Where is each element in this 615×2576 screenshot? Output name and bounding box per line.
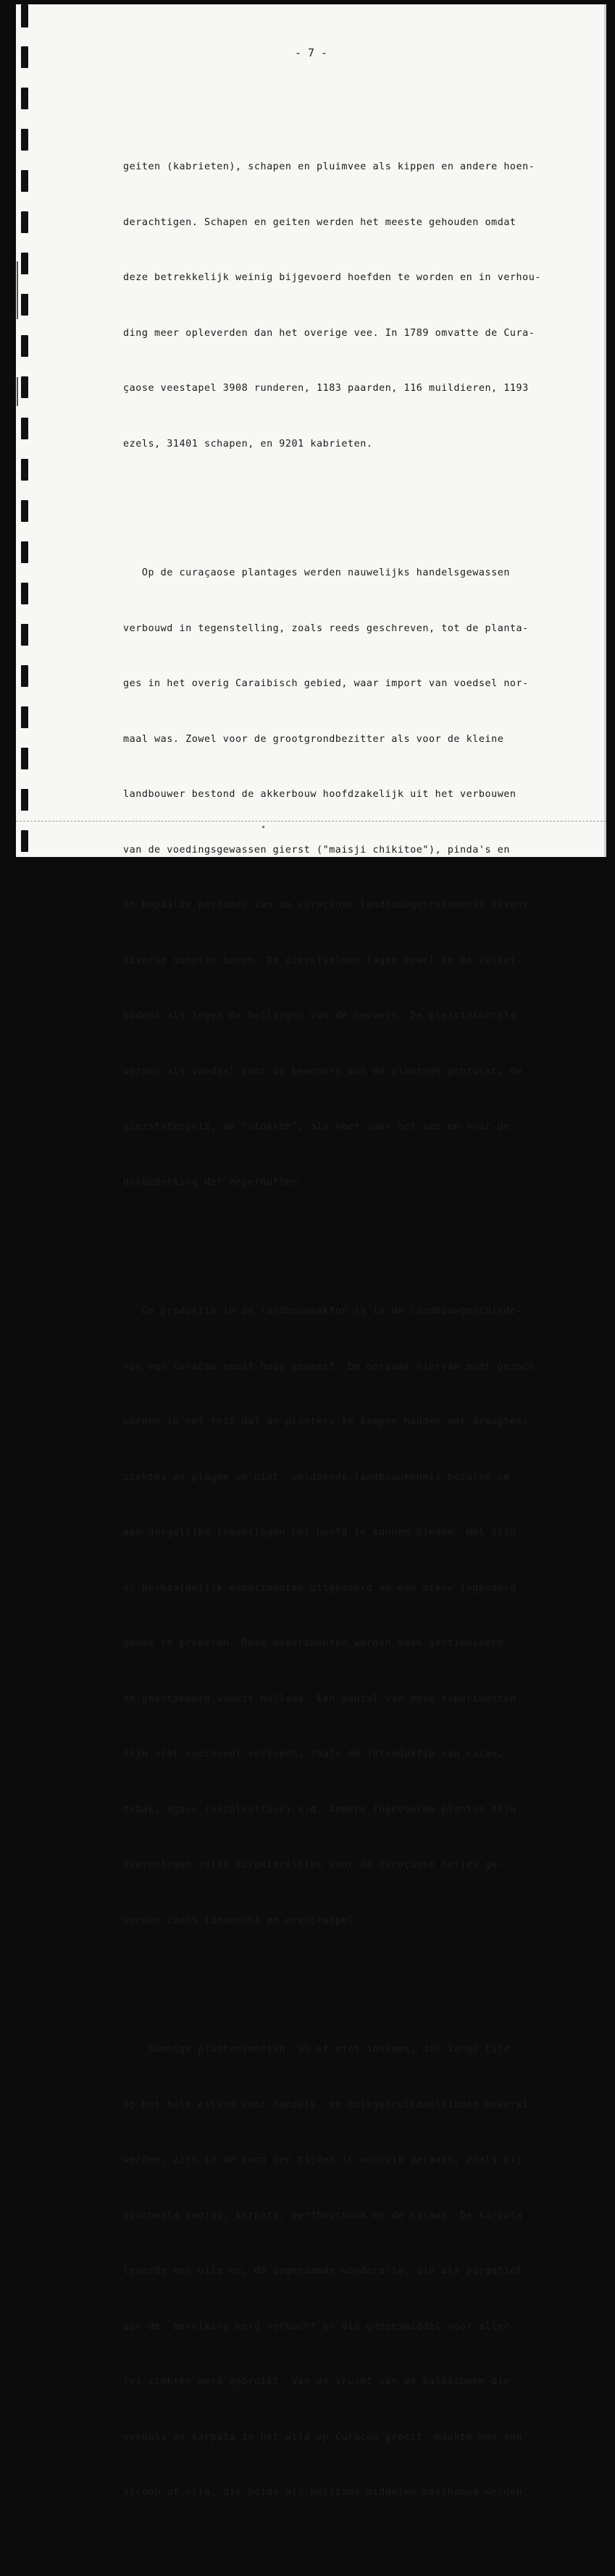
binding-hole <box>21 583 28 604</box>
binding-holes <box>16 4 59 857</box>
binding-hole <box>21 335 28 357</box>
text-line: er herhaaldelijk experimenten uitgevoerd om een nieuw ingevoerd <box>123 1582 516 1594</box>
text-line: ges in het overig Caraibisch gebied, waar import van voedsel nor- <box>123 678 529 689</box>
text-line: bodems als tegen de hellingen van de heuvels. De gierstekorrels <box>123 1010 516 1021</box>
binding-hole <box>21 211 28 233</box>
binding-shadow <box>17 261 18 319</box>
text-line: derachtigen. Schapen en geiten werden het meeste gehouden omdat <box>123 216 516 228</box>
binding-hole <box>21 4 28 28</box>
text-line: daarentegen zelfs karakteristiek voor de curaçaose hofjes ge- <box>123 1859 504 1870</box>
binding-hole <box>21 253 28 274</box>
text-line: lei ziekten werd gebruikt. Van de vrucht van de kalbasboom die <box>123 2376 510 2387</box>
text-line: aan dergelijke tegenslagen het hoofd te kunnen bieden. Wel zijn <box>123 1527 516 1538</box>
binding-hole <box>21 665 28 687</box>
paragraph <box>123 121 601 490</box>
text-line: gierststengels, de "stokken", als voer voor het vee en voor de <box>123 1121 510 1132</box>
text-line: van de voedingsgewassen gierst ("maisji chikitoe"), pinda's en <box>123 844 510 856</box>
text-line: nis van Curaçao nooit hoog geweest. De oorzaak hiervan moet gezoch <box>123 1361 535 1372</box>
binding-hole <box>21 748 28 769</box>
text-line: tabak, agave (sisalcultuur) e.d. Andere ingevoerde planten zijn <box>123 1804 516 1815</box>
binding-hole <box>21 459 28 481</box>
text-line: aan de bevolking werd verkocht en als geneesmiddel voor aller- <box>123 2320 516 2332</box>
binding-hole <box>21 706 28 728</box>
text-line: gewas te proberen. Deze experimenten werden vaak gestimuleerd <box>123 1638 504 1649</box>
binding-shadow <box>17 377 18 406</box>
text-line: maal was. Zowel voor de grootgrondbezitter als voor de kleine <box>123 733 504 745</box>
page-edge <box>604 4 606 857</box>
binding-hole <box>21 129 28 151</box>
text-line: Sommige plantensoorten, al of niet inheems, die lange tijd <box>123 2044 510 2055</box>
text-line: çaose veestapel 3908 runderen, 1183 paarden, 116 muildieren, 1193 <box>123 383 529 394</box>
page-speck <box>262 826 264 828</box>
text-line: landbouwer bestond de akkerbouw hoofdzakelijk uit het verbouwen <box>123 789 516 800</box>
document-page <box>16 4 606 2498</box>
binding-hole <box>21 294 28 316</box>
text-line: deze betrekkelijk weinig bijgevoerd hoefden te worden en in verhou- <box>123 272 541 283</box>
binding-hole <box>21 170 28 192</box>
binding-hole <box>21 541 28 563</box>
paragraph <box>123 2003 601 2539</box>
binding-hole <box>21 789 28 811</box>
text-line: in bepaalde periodes van de curaçaose landbouwgeschiedenis tevens <box>123 900 529 911</box>
binding-hole <box>21 376 28 398</box>
text-line: op het hele eiland voor handels- en huisgebruikdoeleinden bewerkt <box>123 2099 529 2111</box>
binding-hole <box>21 88 28 109</box>
text-line: dakbedekking der negerhutten. <box>123 1176 304 1188</box>
text-line: zijn niet succesvol verlopen, zoals de introduktie van cacao, <box>123 1749 504 1760</box>
text-line: werden, zijn in de loop der tijden in onbruik geraakt, zoals bij- <box>123 2155 529 2166</box>
binding-hole <box>21 830 28 852</box>
text-line: geiten (kabrieten), schapen en pluimvee als kippen en andere hoen- <box>123 161 535 172</box>
text-line: ezels, 31401 schapen, en 9201 kabrieten. <box>123 438 373 449</box>
text-line: evenals de karpata in het wild op Curaçao groeit, maakte men een <box>123 2431 523 2443</box>
text-line: en geëntameerd vanuit Holland. Een aantal van deze experimenten <box>123 1693 516 1705</box>
text-line: leverde een olie op, de zogenaamde wonderolie, die als purgatief <box>123 2265 523 2276</box>
text-line: voorbeeld indigo, karpata, verfhoutboom en de kalbas. De karpata <box>123 2210 523 2221</box>
paragraph <box>123 1265 601 1967</box>
page-bottom-rule <box>16 821 606 822</box>
page-number: - 7 - <box>294 46 328 59</box>
paragraph <box>123 527 601 1228</box>
binding-hole <box>21 418 28 439</box>
body-text <box>123 84 601 2576</box>
text-line: werden als voedsel voor de bewoners van de plantage gebruikt, de <box>123 1065 523 1077</box>
text-line: De produktie in de landbouwsektor is in de landbouwgeschiede- <box>123 1306 523 1317</box>
text-line: worden in het feit dat de planters te kampen hadden met droogtes, <box>123 1416 529 1427</box>
text-line: ziektes en plagen en niet voldoende landbouwkennis bezaten om <box>123 1471 510 1483</box>
text-line: Op de curaçaose plantages werden nauwelijks handelsgewassen <box>123 567 510 578</box>
binding-hole <box>21 624 28 646</box>
text-line: verbouwd in tegenstelling, zoals reeds geschreven, tot de planta- <box>123 622 529 634</box>
binding-hole <box>21 500 28 522</box>
text-line: worden zoals lamoenchi en oranjeappel. <box>123 1914 361 1926</box>
text-line: stroop of olie, die beide als heilzame middelen beschouwd werden <box>123 2487 523 2498</box>
text-line: diverse soorten bonen. De gierstvelden lagen zowel in de vallei- <box>123 955 523 966</box>
text-line: ding meer opleverden dan het overige vee. In 1789 omvatte de Cura- <box>123 327 535 339</box>
